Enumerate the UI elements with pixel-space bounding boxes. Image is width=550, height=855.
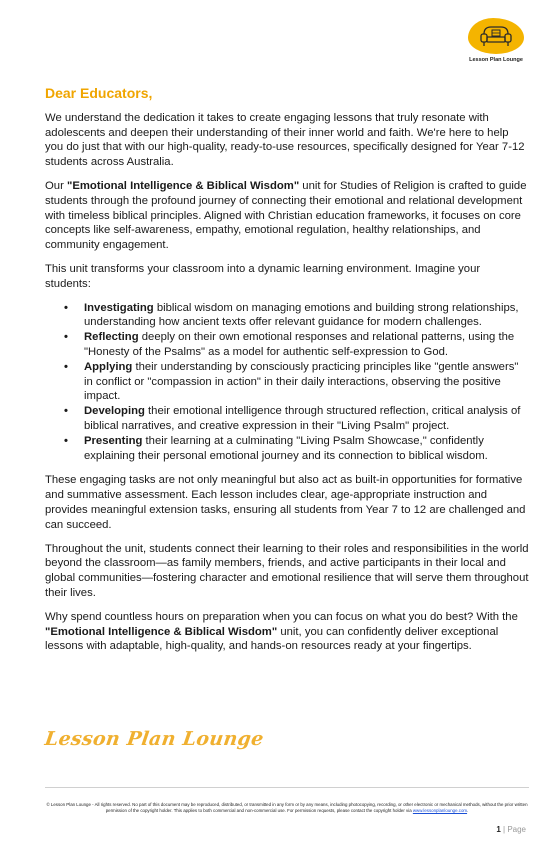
logo-text: Lesson Plan Lounge bbox=[469, 57, 523, 63]
beyond-paragraph: Throughout the unit, students connect their learning to their roles and responsibilities in the world beyond the classroom—as family members, friends, and active participants in their local and global communities—fostering character and emotional resilience that will serve them throughout their lives. bbox=[45, 542, 529, 599]
unit-title: "Emotional Intelligence & Biblical Wisdom" bbox=[66, 179, 300, 192]
logo-badge bbox=[468, 18, 524, 54]
page-number bbox=[496, 825, 526, 834]
list-item bbox=[84, 434, 529, 464]
copyright-suffix: . bbox=[467, 808, 469, 813]
unit-paragraph-lead: Our bbox=[45, 179, 67, 192]
closing-lead: Why spend countless hours on preparation when you can focus on what you do best? With the bbox=[45, 610, 518, 623]
closing-unit-title: "Emotional Intelligence & Biblical Wisdom" bbox=[45, 625, 278, 638]
transform-paragraph: This unit transforms your classroom into a dynamic learning environment. Imagine your students: bbox=[45, 262, 481, 290]
list-item bbox=[84, 301, 529, 331]
list-item-text: their learning at a culminating "Living Psalm Showcase," confidently explaining their personal emotional journey and its connection to biblical wisdom. bbox=[84, 434, 488, 462]
list-item-keyword: Presenting bbox=[84, 434, 143, 447]
list-item-keyword: Applying bbox=[84, 360, 133, 373]
closing-paragraph bbox=[45, 610, 529, 654]
website-link[interactable]: www.lessonplanlounge.com bbox=[412, 808, 468, 813]
copyright-footer bbox=[45, 802, 529, 814]
list-item-text: biblical wisdom on managing emotions and building strong relationships, understanding how ancient texts offer relevant guidance for modern challenges. bbox=[84, 301, 519, 329]
copyright-text: © Lesson Plan Lounge - All rights reserved. No part of this document may be reproduced, distributed, or transmitted in any form or by any means, including photocopying, recording, or other electronic or mechanical methods, without the prior written permission of the copyright holder. This applies to both commercial and non-commercial use. For permission requests, please contact the copyright holder via bbox=[46, 802, 528, 813]
list-item-text: their understanding by consciously practicing principles like "gentle answers" in conflict or "compassion in action" in their daily interactions, observing the positive impact. bbox=[84, 360, 519, 403]
list-item-keyword: Reflecting bbox=[84, 331, 139, 344]
page-separator: | bbox=[500, 825, 508, 834]
unit-paragraph bbox=[45, 179, 529, 253]
list-item bbox=[84, 360, 529, 404]
footer-divider bbox=[45, 787, 529, 788]
list-item-keyword: Developing bbox=[84, 405, 145, 418]
activity-list bbox=[45, 301, 529, 464]
letter-body bbox=[45, 86, 529, 663]
list-item-keyword: Investigating bbox=[84, 301, 154, 314]
unit-paragraph-rest: unit for Studies of Religion is crafted to guide students through the profound journey of connecting their emotional and relational development with timeless biblical principles. Aligned with Christian education frameworks, it focuses on core concepts like self-awareness, empathy, emotional regulation, healthy relationships, and community engagement. bbox=[45, 179, 527, 252]
list-item-text: their emotional intelligence through structured reflection, critical analysis of biblical narratives, and creative expression in their "Living Psalm" project. bbox=[84, 405, 521, 432]
greeting-heading: Dear Educators, bbox=[45, 85, 153, 101]
armchair-icon bbox=[478, 24, 514, 48]
page-label: Page bbox=[507, 825, 526, 834]
list-item bbox=[84, 404, 529, 434]
list-item bbox=[84, 330, 529, 360]
intro-paragraph: We understand the dedication it takes to create engaging lessons that truly resonate with adolescents and deepen their understanding of their inner world and faith. We're here to help you do just that with our high-quality, ready-to-use resources, specifically designed for Year 7-12 students across Australia. bbox=[45, 111, 525, 169]
closing-rest: unit, you can confidently deliver exceptional lessons with adaptable, high-quality, and hands-on resources ready at your fingertips. bbox=[45, 625, 499, 653]
logo bbox=[465, 18, 527, 68]
page-number-value: 1 bbox=[496, 825, 501, 834]
assessment-paragraph: These engaging tasks are not only meaningful but also act as built-in opportunities for formative and summative assessment. Each lesson includes clear, age-appropriate instruction and provides meaningful extension tasks, ensuring all students from Year 7 to 12 are challenged and can succeed. bbox=[45, 474, 526, 531]
list-item-text: deeply on their own emotional responses and relational patterns, using the "Honesty of the Psalms" as a model for authentic self-expression to God. bbox=[84, 331, 515, 358]
signature: Lesson Plan Lounge bbox=[43, 728, 266, 750]
